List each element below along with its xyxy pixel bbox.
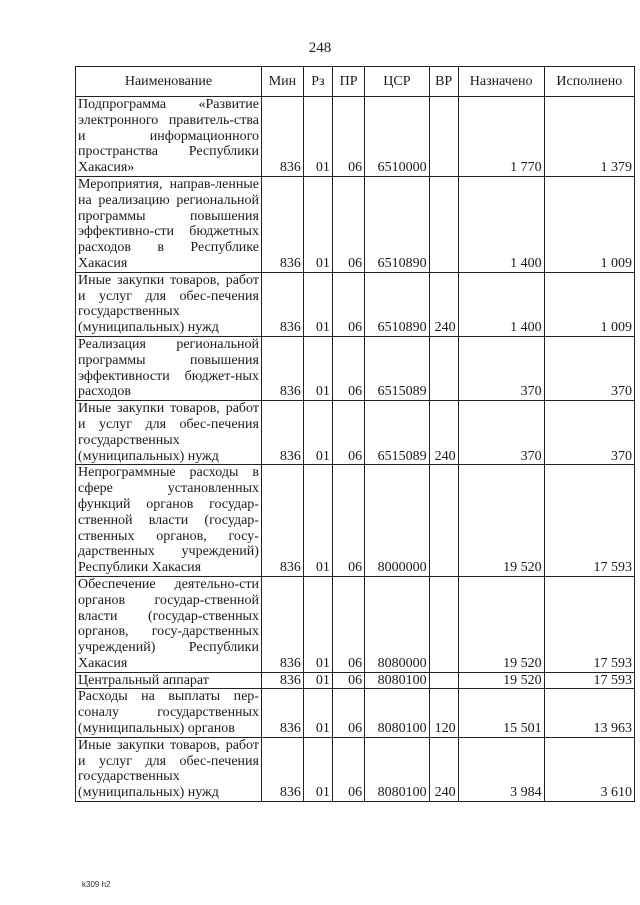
table-row: [76, 336, 635, 400]
cell-pr: 06: [332, 689, 364, 737]
cell-vr: [429, 672, 458, 689]
cell-pr: 06: [332, 737, 364, 801]
cell-vr: [429, 336, 458, 400]
cell-assigned: 1 400: [458, 272, 544, 336]
cell-pr: 06: [332, 336, 364, 400]
table-row: [76, 176, 635, 272]
cell-name: Иные закупки товаров, работ и услуг для обес-печения государственных (муниципальных) нужд: [76, 401, 262, 465]
cell-name: Подпрограмма «Развитие электронного правитель-ства и информационного пространства Республики Хакасия»: [76, 97, 262, 177]
table-row: [76, 576, 635, 672]
header-executed: Исполнено: [544, 67, 634, 97]
header-csr: ЦСР: [365, 67, 430, 97]
cell-executed: 17 593: [544, 576, 634, 672]
cell-csr: 8000000: [365, 465, 430, 577]
cell-rz: 01: [303, 576, 332, 672]
cell-csr: 6515089: [365, 336, 430, 400]
cell-pr: 06: [332, 176, 364, 272]
table-row: [76, 272, 635, 336]
cell-name: Иные закупки товаров, работ и услуг для обес-печения государственных (муниципальных) нужд: [76, 272, 262, 336]
cell-rz: 01: [303, 97, 332, 177]
cell-pr: 06: [332, 401, 364, 465]
cell-vr: 240: [429, 737, 458, 801]
page-number: 248: [308, 40, 332, 56]
footer-code: k309 h2: [82, 880, 111, 889]
cell-assigned: 1 400: [458, 176, 544, 272]
cell-vr: [429, 576, 458, 672]
cell-min: 836: [261, 97, 303, 177]
cell-name: Иные закупки товаров, работ и услуг для обес-печения государственных (муниципальных) нужд: [76, 737, 262, 801]
header-assigned: Назначено: [458, 67, 544, 97]
header-min: Мин: [261, 67, 303, 97]
cell-csr: 6510890: [365, 176, 430, 272]
header-rz: Рз: [303, 67, 332, 97]
cell-min: 836: [261, 576, 303, 672]
cell-assigned: 370: [458, 336, 544, 400]
cell-csr: 8080100: [365, 737, 430, 801]
cell-name: Расходы на выплаты пер-соналу государственных (муниципальных) органов: [76, 689, 262, 737]
cell-csr: 8080100: [365, 672, 430, 689]
table-row: [76, 737, 635, 801]
cell-name: Обеспечение деятельно-сти органов государ-ственной власти (государ-ственных органов, госу-дарственных учреждений) Республики Хакасия: [76, 576, 262, 672]
cell-executed: 370: [544, 401, 634, 465]
cell-vr: 240: [429, 272, 458, 336]
cell-name: Непрограммные расходы в сфере установленных функций органов государ-ственной власти (государ-ственных органов, госу-дарственных учреждений) Республики Хакасия: [76, 465, 262, 577]
cell-min: 836: [261, 689, 303, 737]
table-row: [76, 689, 635, 737]
cell-executed: 17 593: [544, 672, 634, 689]
cell-assigned: 19 520: [458, 672, 544, 689]
cell-executed: 13 963: [544, 689, 634, 737]
cell-rz: 01: [303, 737, 332, 801]
table-row: [76, 97, 635, 177]
cell-pr: 06: [332, 672, 364, 689]
cell-rz: 01: [303, 465, 332, 577]
cell-min: 836: [261, 672, 303, 689]
cell-min: 836: [261, 336, 303, 400]
cell-executed: 1 009: [544, 176, 634, 272]
table-row: [76, 401, 635, 465]
cell-csr: 8080100: [365, 689, 430, 737]
header-vr: ВР: [429, 67, 458, 97]
cell-assigned: 1 770: [458, 97, 544, 177]
cell-min: 836: [261, 176, 303, 272]
cell-csr: 8080000: [365, 576, 430, 672]
cell-assigned: 19 520: [458, 576, 544, 672]
cell-assigned: 370: [458, 401, 544, 465]
budget-table: [75, 66, 635, 802]
table-row: [76, 465, 635, 577]
cell-assigned: 3 984: [458, 737, 544, 801]
table-header-row: [76, 67, 635, 97]
cell-min: 836: [261, 465, 303, 577]
cell-vr: 120: [429, 689, 458, 737]
cell-name: Мероприятия, направ-ленные на реализацию региональной программы повышения эффективно-сти бюджетных расходов в Республике Хакасия: [76, 176, 262, 272]
cell-assigned: 19 520: [458, 465, 544, 577]
cell-pr: 06: [332, 465, 364, 577]
cell-executed: 17 593: [544, 465, 634, 577]
cell-name: Реализация региональной программы повышения эффективности бюджет-ных расходов: [76, 336, 262, 400]
cell-rz: 01: [303, 176, 332, 272]
cell-assigned: 15 501: [458, 689, 544, 737]
header-name: Наименование: [76, 67, 262, 97]
cell-csr: 6510890: [365, 272, 430, 336]
cell-rz: 01: [303, 689, 332, 737]
cell-min: 836: [261, 272, 303, 336]
cell-csr: 6515089: [365, 401, 430, 465]
table-row: [76, 672, 635, 689]
cell-rz: 01: [303, 401, 332, 465]
cell-vr: [429, 465, 458, 577]
cell-min: 836: [261, 737, 303, 801]
header-pr: ПР: [332, 67, 364, 97]
cell-min: 836: [261, 401, 303, 465]
cell-pr: 06: [332, 272, 364, 336]
cell-executed: 370: [544, 336, 634, 400]
cell-vr: [429, 176, 458, 272]
cell-executed: 1 009: [544, 272, 634, 336]
cell-executed: 3 610: [544, 737, 634, 801]
cell-name: Центральный аппарат: [76, 672, 262, 689]
cell-pr: 06: [332, 97, 364, 177]
cell-vr: 240: [429, 401, 458, 465]
cell-pr: 06: [332, 576, 364, 672]
cell-csr: 6510000: [365, 97, 430, 177]
cell-rz: 01: [303, 272, 332, 336]
cell-executed: 1 379: [544, 97, 634, 177]
cell-vr: [429, 97, 458, 177]
cell-rz: 01: [303, 672, 332, 689]
cell-rz: 01: [303, 336, 332, 400]
